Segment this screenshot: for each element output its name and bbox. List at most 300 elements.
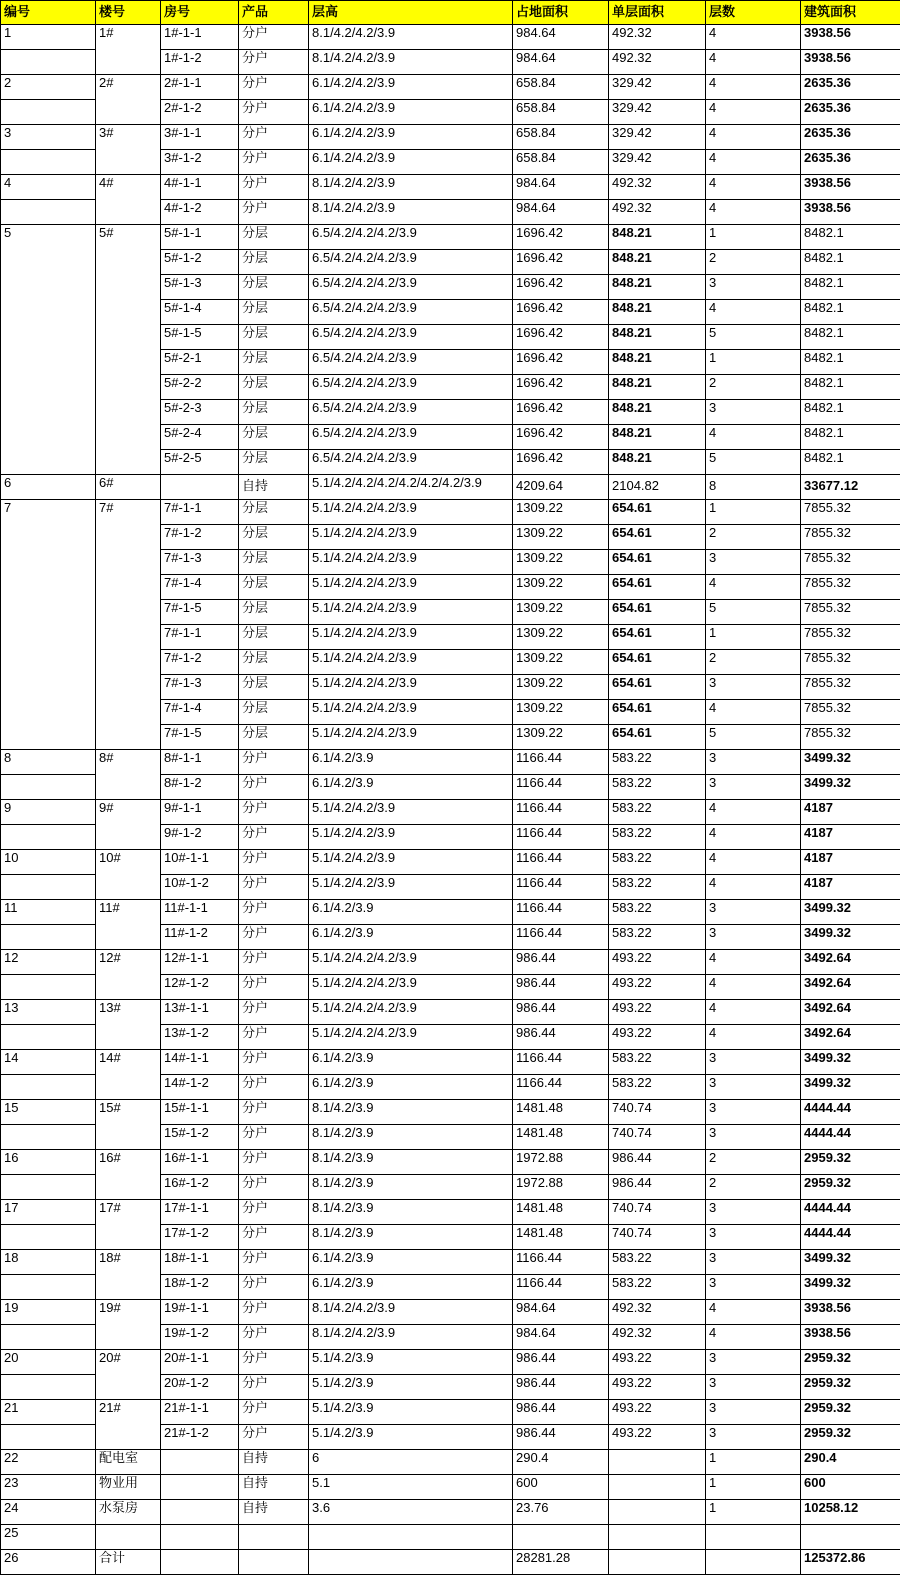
cell-floor-area[interactable]: 493.22 (609, 1350, 706, 1375)
cell-building-area[interactable]: 7855.32 (801, 550, 900, 575)
cell-height[interactable]: 5.1/4.2/4.2/4.2/3.9 (309, 525, 513, 550)
cell-floor-count[interactable] (706, 1550, 801, 1575)
cell-bldg[interactable]: 8# (96, 750, 161, 800)
cell-land-area[interactable]: 1309.22 (513, 500, 609, 525)
cell-building-area[interactable]: 3499.32 (801, 1275, 900, 1300)
cell-bldg[interactable]: 7# (96, 500, 161, 750)
cell-land-area[interactable]: 1166.44 (513, 925, 609, 950)
cell-land-area[interactable]: 1481.48 (513, 1225, 609, 1250)
cell-room[interactable]: 12#-1-1 (161, 950, 239, 975)
cell-height[interactable]: 5.1 (309, 1475, 513, 1500)
column-header-prod[interactable]: 产品 (239, 1, 309, 25)
cell-room[interactable]: 1#-1-2 (161, 50, 239, 75)
cell-product[interactable]: 分户 (239, 1400, 309, 1425)
cell-bldg[interactable]: 13# (96, 1000, 161, 1050)
cell-no[interactable] (1, 200, 96, 225)
cell-land-area[interactable]: 1309.22 (513, 625, 609, 650)
cell-building-area[interactable]: 3492.64 (801, 975, 900, 1000)
cell-product[interactable]: 分户 (239, 1425, 309, 1450)
cell-room[interactable]: 5#-2-2 (161, 375, 239, 400)
cell-floor-count[interactable]: 4 (706, 1325, 801, 1350)
cell-height[interactable]: 5.1/4.2/4.2/4.2/4.2/4.2/4.2/3.9 (309, 475, 513, 500)
cell-product[interactable]: 分层 (239, 350, 309, 375)
cell-building-area[interactable]: 4444.44 (801, 1100, 900, 1125)
column-header-area[interactable]: 建筑面积 (801, 1, 900, 25)
cell-product[interactable]: 分户 (239, 150, 309, 175)
cell-height[interactable]: 6.1/4.2/3.9 (309, 900, 513, 925)
cell-floor-area[interactable]: 329.42 (609, 75, 706, 100)
cell-bldg[interactable]: 12# (96, 950, 161, 1000)
cell-height[interactable]: 5.1/4.2/4.2/4.2/3.9 (309, 550, 513, 575)
cell-building-area[interactable]: 3492.64 (801, 1000, 900, 1025)
cell-product[interactable]: 分户 (239, 1325, 309, 1350)
cell-building-area[interactable]: 8482.1 (801, 400, 900, 425)
cell-room[interactable]: 5#-2-1 (161, 350, 239, 375)
cell-bldg[interactable]: 4# (96, 175, 161, 225)
cell-no[interactable] (1, 1025, 96, 1050)
cell-height[interactable]: 6.1/4.2/4.2/3.9 (309, 100, 513, 125)
cell-room[interactable]: 2#-1-2 (161, 100, 239, 125)
cell-height[interactable] (309, 1525, 513, 1550)
cell-land-area[interactable]: 1166.44 (513, 875, 609, 900)
cell-land-area[interactable]: 1166.44 (513, 1050, 609, 1075)
cell-product[interactable]: 分层 (239, 375, 309, 400)
cell-product[interactable]: 分户 (239, 825, 309, 850)
cell-land-area[interactable]: 1696.42 (513, 225, 609, 250)
cell-floor-area[interactable]: 654.61 (609, 525, 706, 550)
cell-product[interactable]: 分户 (239, 1025, 309, 1050)
column-header-room[interactable]: 房号 (161, 1, 239, 25)
cell-no[interactable]: 10 (1, 850, 96, 875)
cell-product[interactable]: 分户 (239, 1250, 309, 1275)
cell-floor-count[interactable]: 4 (706, 125, 801, 150)
cell-building-area[interactable]: 3499.32 (801, 1050, 900, 1075)
cell-land-area[interactable]: 1166.44 (513, 1075, 609, 1100)
cell-room[interactable]: 4#-1-1 (161, 175, 239, 200)
cell-height[interactable]: 8.1/4.2/4.2/3.9 (309, 200, 513, 225)
cell-product[interactable]: 分户 (239, 1225, 309, 1250)
cell-floor-count[interactable]: 3 (706, 275, 801, 300)
cell-floor-area[interactable]: 329.42 (609, 125, 706, 150)
cell-floor-count[interactable]: 3 (706, 925, 801, 950)
cell-floor-area[interactable]: 2104.82 (609, 475, 706, 500)
cell-room[interactable]: 16#-1-2 (161, 1175, 239, 1200)
cell-floor-count[interactable]: 4 (706, 825, 801, 850)
cell-room[interactable]: 8#-1-2 (161, 775, 239, 800)
cell-building-area[interactable]: 4444.44 (801, 1125, 900, 1150)
cell-land-area[interactable]: 1972.88 (513, 1175, 609, 1200)
cell-floor-count[interactable]: 3 (706, 1200, 801, 1225)
cell-floor-count[interactable]: 2 (706, 1175, 801, 1200)
cell-land-area[interactable]: 1309.22 (513, 575, 609, 600)
cell-floor-count[interactable]: 3 (706, 550, 801, 575)
cell-floor-area[interactable]: 583.22 (609, 1250, 706, 1275)
cell-floor-area[interactable]: 583.22 (609, 875, 706, 900)
cell-floor-area[interactable]: 848.21 (609, 425, 706, 450)
cell-building-area[interactable]: 2635.36 (801, 125, 900, 150)
cell-product[interactable]: 分户 (239, 800, 309, 825)
cell-room[interactable]: 7#-1-4 (161, 700, 239, 725)
cell-floor-area[interactable]: 492.32 (609, 1300, 706, 1325)
cell-room[interactable]: 7#-1-5 (161, 600, 239, 625)
cell-height[interactable]: 6.1/4.2/3.9 (309, 1250, 513, 1275)
cell-floor-count[interactable]: 3 (706, 1225, 801, 1250)
cell-land-area[interactable]: 1309.22 (513, 700, 609, 725)
cell-product[interactable]: 自持 (239, 1500, 309, 1525)
column-header-count[interactable]: 层数 (706, 1, 801, 25)
cell-room[interactable]: 7#-1-5 (161, 725, 239, 750)
cell-room[interactable]: 5#-2-5 (161, 450, 239, 475)
cell-land-area[interactable]: 28281.28 (513, 1550, 609, 1575)
cell-height[interactable]: 6.5/4.2/4.2/4.2/3.9 (309, 250, 513, 275)
cell-floor-count[interactable]: 1 (706, 350, 801, 375)
cell-floor-count[interactable]: 3 (706, 400, 801, 425)
cell-no[interactable]: 5 (1, 225, 96, 475)
column-header-no[interactable]: 编号 (1, 1, 96, 25)
cell-room[interactable]: 20#-1-2 (161, 1375, 239, 1400)
cell-floor-area[interactable]: 493.22 (609, 950, 706, 975)
cell-building-area[interactable]: 125372.86 (801, 1550, 900, 1575)
cell-no[interactable] (1, 1175, 96, 1200)
cell-height[interactable]: 5.1/4.2/4.2/4.2/3.9 (309, 625, 513, 650)
cell-no[interactable] (1, 1325, 96, 1350)
cell-height[interactable]: 6.5/4.2/4.2/4.2/3.9 (309, 225, 513, 250)
cell-room[interactable]: 2#-1-1 (161, 75, 239, 100)
cell-floor-area[interactable]: 583.22 (609, 1275, 706, 1300)
cell-building-area[interactable]: 2635.36 (801, 150, 900, 175)
cell-no[interactable]: 16 (1, 1150, 96, 1175)
cell-floor-area[interactable]: 654.61 (609, 600, 706, 625)
cell-building-area[interactable]: 8482.1 (801, 225, 900, 250)
cell-floor-area[interactable]: 654.61 (609, 500, 706, 525)
cell-height[interactable]: 5.1/4.2/4.2/4.2/3.9 (309, 725, 513, 750)
cell-land-area[interactable]: 1309.22 (513, 650, 609, 675)
cell-no[interactable] (1, 50, 96, 75)
cell-room[interactable]: 7#-1-3 (161, 675, 239, 700)
cell-no[interactable]: 3 (1, 125, 96, 150)
cell-floor-area[interactable]: 493.22 (609, 1375, 706, 1400)
cell-floor-area[interactable]: 848.21 (609, 400, 706, 425)
cell-land-area[interactable]: 1309.22 (513, 675, 609, 700)
cell-floor-count[interactable]: 3 (706, 1375, 801, 1400)
cell-room[interactable]: 5#-1-5 (161, 325, 239, 350)
cell-height[interactable]: 5.1/4.2/4.2/3.9 (309, 825, 513, 850)
cell-floor-count[interactable]: 2 (706, 375, 801, 400)
cell-room[interactable]: 5#-1-3 (161, 275, 239, 300)
cell-floor-count[interactable]: 4 (706, 975, 801, 1000)
cell-building-area[interactable]: 8482.1 (801, 350, 900, 375)
cell-room[interactable]: 4#-1-2 (161, 200, 239, 225)
cell-floor-count[interactable]: 1 (706, 1500, 801, 1525)
cell-product[interactable]: 自持 (239, 475, 309, 500)
cell-product[interactable]: 分户 (239, 1375, 309, 1400)
cell-floor-area[interactable]: 493.22 (609, 1425, 706, 1450)
cell-no[interactable]: 14 (1, 1050, 96, 1075)
cell-product[interactable]: 分户 (239, 125, 309, 150)
cell-bldg[interactable]: 3# (96, 125, 161, 175)
cell-room[interactable]: 9#-1-2 (161, 825, 239, 850)
cell-floor-count[interactable]: 1 (706, 225, 801, 250)
cell-no[interactable] (1, 1425, 96, 1450)
cell-room[interactable]: 5#-1-4 (161, 300, 239, 325)
cell-land-area[interactable]: 658.84 (513, 75, 609, 100)
cell-land-area[interactable]: 986.44 (513, 1425, 609, 1450)
cell-floor-area[interactable]: 654.61 (609, 625, 706, 650)
cell-product[interactable]: 分户 (239, 1175, 309, 1200)
cell-height[interactable]: 6.1/4.2/4.2/3.9 (309, 75, 513, 100)
cell-building-area[interactable]: 3938.56 (801, 25, 900, 50)
cell-floor-area[interactable]: 583.22 (609, 800, 706, 825)
cell-floor-count[interactable]: 3 (706, 750, 801, 775)
cell-bldg[interactable]: 合计 (96, 1550, 161, 1575)
cell-product[interactable]: 分层 (239, 525, 309, 550)
cell-floor-area[interactable]: 740.74 (609, 1125, 706, 1150)
cell-floor-area[interactable]: 740.74 (609, 1225, 706, 1250)
cell-land-area[interactable]: 986.44 (513, 1350, 609, 1375)
cell-floor-count[interactable]: 3 (706, 1350, 801, 1375)
cell-height[interactable]: 5.1/4.2/4.2/4.2/3.9 (309, 975, 513, 1000)
cell-room[interactable] (161, 475, 239, 500)
cell-no[interactable] (1, 100, 96, 125)
cell-product[interactable]: 分层 (239, 650, 309, 675)
cell-bldg[interactable]: 20# (96, 1350, 161, 1400)
cell-height[interactable]: 5.1/4.2/4.2/4.2/3.9 (309, 1025, 513, 1050)
cell-height[interactable]: 8.1/4.2/4.2/3.9 (309, 25, 513, 50)
cell-land-area[interactable]: 600 (513, 1475, 609, 1500)
cell-floor-area[interactable]: 654.61 (609, 725, 706, 750)
cell-no[interactable] (1, 1075, 96, 1100)
cell-product[interactable]: 分户 (239, 1050, 309, 1075)
cell-no[interactable]: 7 (1, 500, 96, 750)
cell-product[interactable]: 自持 (239, 1475, 309, 1500)
cell-floor-count[interactable]: 5 (706, 450, 801, 475)
cell-building-area[interactable]: 33677.12 (801, 475, 900, 500)
cell-height[interactable]: 8.1/4.2/3.9 (309, 1125, 513, 1150)
cell-height[interactable]: 6.1/4.2/4.2/3.9 (309, 150, 513, 175)
cell-floor-area[interactable]: 493.22 (609, 1000, 706, 1025)
cell-product[interactable]: 分户 (239, 1150, 309, 1175)
cell-height[interactable]: 8.1/4.2/3.9 (309, 1150, 513, 1175)
cell-building-area[interactable]: 8482.1 (801, 375, 900, 400)
cell-height[interactable]: 6.5/4.2/4.2/4.2/3.9 (309, 375, 513, 400)
cell-floor-area[interactable]: 740.74 (609, 1100, 706, 1125)
cell-floor-area[interactable]: 848.21 (609, 375, 706, 400)
cell-height[interactable]: 5.1/4.2/4.2/4.2/3.9 (309, 950, 513, 975)
cell-building-area[interactable]: 600 (801, 1475, 900, 1500)
cell-floor-count[interactable]: 3 (706, 1075, 801, 1100)
cell-land-area[interactable]: 986.44 (513, 1400, 609, 1425)
cell-floor-area[interactable]: 848.21 (609, 350, 706, 375)
cell-product[interactable]: 分层 (239, 300, 309, 325)
cell-height[interactable]: 6.5/4.2/4.2/4.2/3.9 (309, 425, 513, 450)
cell-land-area[interactable]: 1481.48 (513, 1100, 609, 1125)
cell-product[interactable]: 分户 (239, 850, 309, 875)
cell-floor-area[interactable]: 848.21 (609, 225, 706, 250)
cell-floor-area[interactable]: 848.21 (609, 325, 706, 350)
cell-building-area[interactable]: 2635.36 (801, 75, 900, 100)
cell-height[interactable]: 5.1/4.2/4.2/3.9 (309, 875, 513, 900)
cell-land-area[interactable]: 986.44 (513, 1000, 609, 1025)
cell-bldg[interactable]: 11# (96, 900, 161, 950)
cell-land-area[interactable]: 1972.88 (513, 1150, 609, 1175)
cell-building-area[interactable]: 8482.1 (801, 325, 900, 350)
cell-height[interactable]: 8.1/4.2/4.2/3.9 (309, 50, 513, 75)
cell-floor-area[interactable]: 583.22 (609, 750, 706, 775)
cell-bldg[interactable]: 17# (96, 1200, 161, 1250)
cell-height[interactable]: 6.5/4.2/4.2/4.2/3.9 (309, 400, 513, 425)
cell-floor-area[interactable]: 493.22 (609, 1400, 706, 1425)
cell-bldg[interactable] (96, 1525, 161, 1550)
cell-room[interactable]: 3#-1-2 (161, 150, 239, 175)
cell-product[interactable]: 分户 (239, 1100, 309, 1125)
cell-product[interactable]: 分户 (239, 975, 309, 1000)
cell-building-area[interactable]: 290.4 (801, 1450, 900, 1475)
cell-no[interactable] (1, 1225, 96, 1250)
cell-floor-count[interactable]: 4 (706, 50, 801, 75)
cell-height[interactable]: 6.1/4.2/3.9 (309, 1050, 513, 1075)
cell-floor-area[interactable]: 654.61 (609, 700, 706, 725)
cell-product[interactable]: 分户 (239, 1000, 309, 1025)
cell-floor-count[interactable]: 4 (706, 25, 801, 50)
cell-building-area[interactable]: 3499.32 (801, 900, 900, 925)
cell-building-area[interactable]: 2959.32 (801, 1375, 900, 1400)
cell-building-area[interactable]: 7855.32 (801, 575, 900, 600)
cell-land-area[interactable]: 658.84 (513, 150, 609, 175)
cell-height[interactable]: 6.1/4.2/3.9 (309, 925, 513, 950)
cell-floor-area[interactable]: 986.44 (609, 1150, 706, 1175)
cell-product[interactable]: 分层 (239, 325, 309, 350)
cell-floor-area[interactable]: 654.61 (609, 550, 706, 575)
cell-floor-count[interactable]: 4 (706, 800, 801, 825)
cell-product[interactable]: 分层 (239, 675, 309, 700)
cell-product[interactable]: 分户 (239, 1125, 309, 1150)
cell-product[interactable]: 分层 (239, 725, 309, 750)
cell-floor-count[interactable]: 4 (706, 1000, 801, 1025)
cell-floor-count[interactable]: 4 (706, 875, 801, 900)
cell-floor-count[interactable]: 5 (706, 725, 801, 750)
cell-product[interactable]: 分户 (239, 175, 309, 200)
cell-no[interactable]: 9 (1, 800, 96, 825)
cell-land-area[interactable]: 1696.42 (513, 350, 609, 375)
cell-floor-area[interactable]: 848.21 (609, 275, 706, 300)
cell-floor-area[interactable]: 848.21 (609, 300, 706, 325)
cell-land-area[interactable]: 1309.22 (513, 525, 609, 550)
cell-height[interactable]: 5.1/4.2/3.9 (309, 1375, 513, 1400)
cell-height[interactable]: 6.5/4.2/4.2/4.2/3.9 (309, 325, 513, 350)
cell-floor-count[interactable]: 3 (706, 1250, 801, 1275)
cell-floor-count[interactable]: 3 (706, 1125, 801, 1150)
cell-height[interactable]: 8.1/4.2/3.9 (309, 1225, 513, 1250)
cell-floor-area[interactable]: 583.22 (609, 900, 706, 925)
cell-floor-count[interactable]: 2 (706, 1150, 801, 1175)
cell-floor-count[interactable]: 2 (706, 250, 801, 275)
cell-product[interactable]: 分户 (239, 775, 309, 800)
cell-product[interactable]: 分层 (239, 250, 309, 275)
cell-floor-area[interactable]: 493.22 (609, 1025, 706, 1050)
cell-no[interactable] (1, 775, 96, 800)
cell-land-area[interactable]: 1309.22 (513, 550, 609, 575)
column-header-height[interactable]: 层高 (309, 1, 513, 25)
cell-land-area[interactable]: 1309.22 (513, 600, 609, 625)
cell-room[interactable]: 7#-1-2 (161, 525, 239, 550)
cell-height[interactable]: 5.1/4.2/4.2/4.2/3.9 (309, 675, 513, 700)
cell-room[interactable]: 5#-2-4 (161, 425, 239, 450)
cell-no[interactable]: 1 (1, 25, 96, 50)
cell-height[interactable]: 5.1/4.2/3.9 (309, 1425, 513, 1450)
cell-building-area[interactable]: 7855.32 (801, 525, 900, 550)
cell-floor-count[interactable]: 4 (706, 150, 801, 175)
cell-floor-count[interactable]: 3 (706, 1050, 801, 1075)
column-header-floor[interactable]: 单层面积 (609, 1, 706, 25)
cell-land-area[interactable]: 984.64 (513, 25, 609, 50)
cell-no[interactable] (1, 875, 96, 900)
cell-land-area[interactable]: 1481.48 (513, 1125, 609, 1150)
cell-room[interactable]: 5#-2-3 (161, 400, 239, 425)
cell-room[interactable]: 10#-1-2 (161, 875, 239, 900)
cell-building-area[interactable]: 7855.32 (801, 675, 900, 700)
cell-no[interactable]: 26 (1, 1550, 96, 1575)
cell-bldg[interactable]: 16# (96, 1150, 161, 1200)
cell-land-area[interactable]: 1166.44 (513, 1250, 609, 1275)
cell-building-area[interactable]: 4187 (801, 850, 900, 875)
cell-no[interactable]: 23 (1, 1475, 96, 1500)
cell-room[interactable]: 21#-1-2 (161, 1425, 239, 1450)
cell-height[interactable]: 6.1/4.2/3.9 (309, 775, 513, 800)
cell-floor-count[interactable]: 1 (706, 500, 801, 525)
cell-floor-count[interactable]: 4 (706, 1300, 801, 1325)
cell-building-area[interactable]: 7855.32 (801, 625, 900, 650)
cell-building-area[interactable]: 4187 (801, 825, 900, 850)
cell-room[interactable]: 5#-1-2 (161, 250, 239, 275)
cell-floor-area[interactable]: 492.32 (609, 200, 706, 225)
cell-land-area[interactable]: 1166.44 (513, 1275, 609, 1300)
cell-bldg[interactable]: 14# (96, 1050, 161, 1100)
cell-bldg[interactable]: 15# (96, 1100, 161, 1150)
cell-land-area[interactable] (513, 1525, 609, 1550)
cell-product[interactable]: 分层 (239, 575, 309, 600)
cell-floor-area[interactable]: 583.22 (609, 850, 706, 875)
cell-room[interactable]: 20#-1-1 (161, 1350, 239, 1375)
cell-room[interactable]: 11#-1-1 (161, 900, 239, 925)
cell-building-area[interactable]: 3492.64 (801, 1025, 900, 1050)
cell-room[interactable]: 14#-1-2 (161, 1075, 239, 1100)
cell-bldg[interactable]: 5# (96, 225, 161, 475)
cell-height[interactable]: 6.1/4.2/3.9 (309, 1275, 513, 1300)
cell-floor-count[interactable]: 3 (706, 675, 801, 700)
cell-height[interactable]: 6.1/4.2/3.9 (309, 750, 513, 775)
cell-room[interactable] (161, 1550, 239, 1575)
cell-room[interactable] (161, 1525, 239, 1550)
cell-product[interactable] (239, 1525, 309, 1550)
cell-floor-area[interactable]: 583.22 (609, 925, 706, 950)
cell-building-area[interactable]: 3938.56 (801, 1325, 900, 1350)
cell-product[interactable]: 分户 (239, 925, 309, 950)
cell-product[interactable]: 分层 (239, 625, 309, 650)
cell-bldg[interactable]: 1# (96, 25, 161, 75)
cell-building-area[interactable]: 3938.56 (801, 1300, 900, 1325)
cell-product[interactable]: 分户 (239, 1075, 309, 1100)
cell-room[interactable]: 11#-1-2 (161, 925, 239, 950)
cell-no[interactable]: 13 (1, 1000, 96, 1025)
cell-product[interactable]: 分户 (239, 200, 309, 225)
cell-floor-count[interactable]: 3 (706, 1400, 801, 1425)
cell-room[interactable]: 16#-1-1 (161, 1150, 239, 1175)
cell-land-area[interactable]: 1696.42 (513, 400, 609, 425)
cell-room[interactable] (161, 1475, 239, 1500)
cell-floor-area[interactable] (609, 1550, 706, 1575)
cell-building-area[interactable]: 2959.32 (801, 1150, 900, 1175)
cell-room[interactable]: 7#-1-3 (161, 550, 239, 575)
